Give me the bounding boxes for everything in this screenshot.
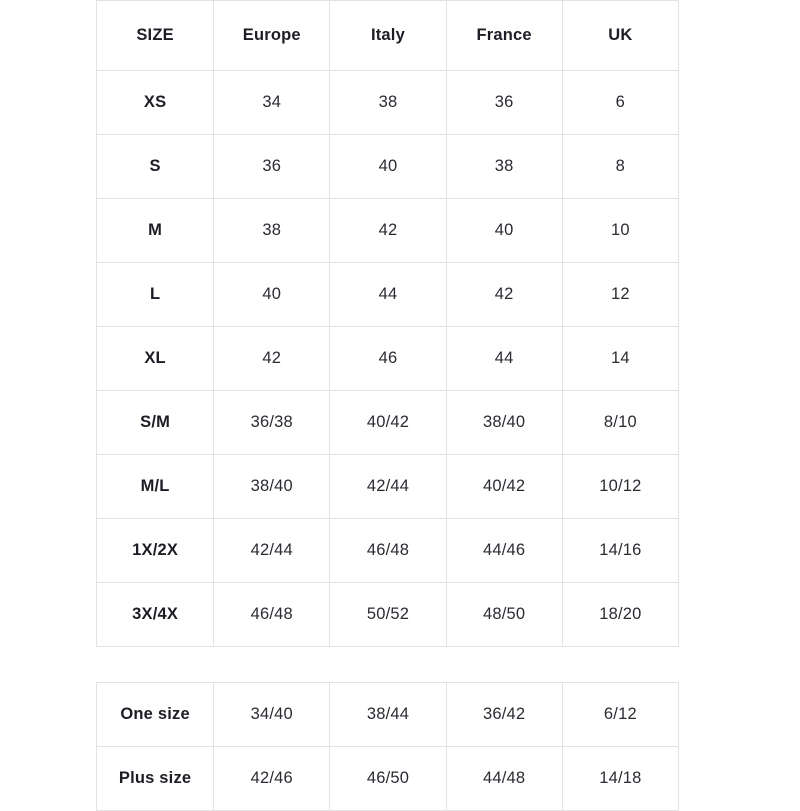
table-row	[97, 683, 679, 747]
column-header-size: SIZE	[97, 1, 214, 71]
cell-uk: 10/12	[562, 455, 678, 519]
table-row	[97, 199, 679, 263]
cell-italy: 42/44	[330, 455, 446, 519]
cell-europe: 34	[214, 71, 330, 135]
cell-uk: 8	[562, 135, 678, 199]
table-row	[97, 391, 679, 455]
cell-europe: 42/46	[214, 747, 330, 811]
table-row	[97, 327, 679, 391]
cell-italy: 38/44	[330, 683, 446, 747]
cell-uk: 14/18	[562, 747, 678, 811]
cell-france: 40/42	[446, 455, 562, 519]
cell-france: 36	[446, 71, 562, 135]
row-label: M	[97, 199, 214, 263]
cell-italy: 46/48	[330, 519, 446, 583]
row-label: 3X/4X	[97, 583, 214, 647]
cell-uk: 14	[562, 327, 678, 391]
cell-europe: 42	[214, 327, 330, 391]
table-row	[97, 583, 679, 647]
column-header-italy: Italy	[330, 1, 446, 71]
cell-uk: 12	[562, 263, 678, 327]
cell-uk: 18/20	[562, 583, 678, 647]
cell-europe: 40	[214, 263, 330, 327]
cell-italy: 40/42	[330, 391, 446, 455]
cell-europe: 42/44	[214, 519, 330, 583]
table-row	[97, 135, 679, 199]
cell-france: 36/42	[446, 683, 562, 747]
cell-france: 40	[446, 199, 562, 263]
cell-europe: 38	[214, 199, 330, 263]
column-header-france: France	[446, 1, 562, 71]
cell-france: 44/48	[446, 747, 562, 811]
cell-italy: 50/52	[330, 583, 446, 647]
cell-italy: 46	[330, 327, 446, 391]
cell-uk: 14/16	[562, 519, 678, 583]
cell-france: 48/50	[446, 583, 562, 647]
cell-europe: 36/38	[214, 391, 330, 455]
table-row	[97, 519, 679, 583]
cell-italy: 38	[330, 71, 446, 135]
cell-europe: 34/40	[214, 683, 330, 747]
row-label: L	[97, 263, 214, 327]
table-header	[97, 1, 679, 71]
row-label: One size	[97, 683, 214, 747]
column-header-uk: UK	[562, 1, 678, 71]
size-chart-tables	[96, 0, 679, 811]
table-row	[97, 455, 679, 519]
cell-uk: 6/12	[562, 683, 678, 747]
row-label: Plus size	[97, 747, 214, 811]
table-row	[97, 747, 679, 811]
cell-uk: 6	[562, 71, 678, 135]
table-row	[97, 263, 679, 327]
cell-france: 42	[446, 263, 562, 327]
table-row	[97, 71, 679, 135]
cell-europe: 36	[214, 135, 330, 199]
row-label: 1X/2X	[97, 519, 214, 583]
cell-france: 44	[446, 327, 562, 391]
row-label: S	[97, 135, 214, 199]
cell-europe: 46/48	[214, 583, 330, 647]
row-label: S/M	[97, 391, 214, 455]
cell-europe: 38/40	[214, 455, 330, 519]
table-header-row	[97, 1, 679, 71]
table-body	[97, 683, 679, 811]
cell-italy: 46/50	[330, 747, 446, 811]
size-conversion-table	[96, 0, 679, 647]
cell-france: 38/40	[446, 391, 562, 455]
cell-france: 38	[446, 135, 562, 199]
row-label: XS	[97, 71, 214, 135]
cell-italy: 40	[330, 135, 446, 199]
cell-italy: 42	[330, 199, 446, 263]
cell-uk: 10	[562, 199, 678, 263]
row-label: XL	[97, 327, 214, 391]
column-header-europe: Europe	[214, 1, 330, 71]
cell-france: 44/46	[446, 519, 562, 583]
cell-italy: 44	[330, 263, 446, 327]
table-body	[97, 71, 679, 647]
cell-uk: 8/10	[562, 391, 678, 455]
one-size-plus-size-table	[96, 682, 679, 811]
row-label: M/L	[97, 455, 214, 519]
